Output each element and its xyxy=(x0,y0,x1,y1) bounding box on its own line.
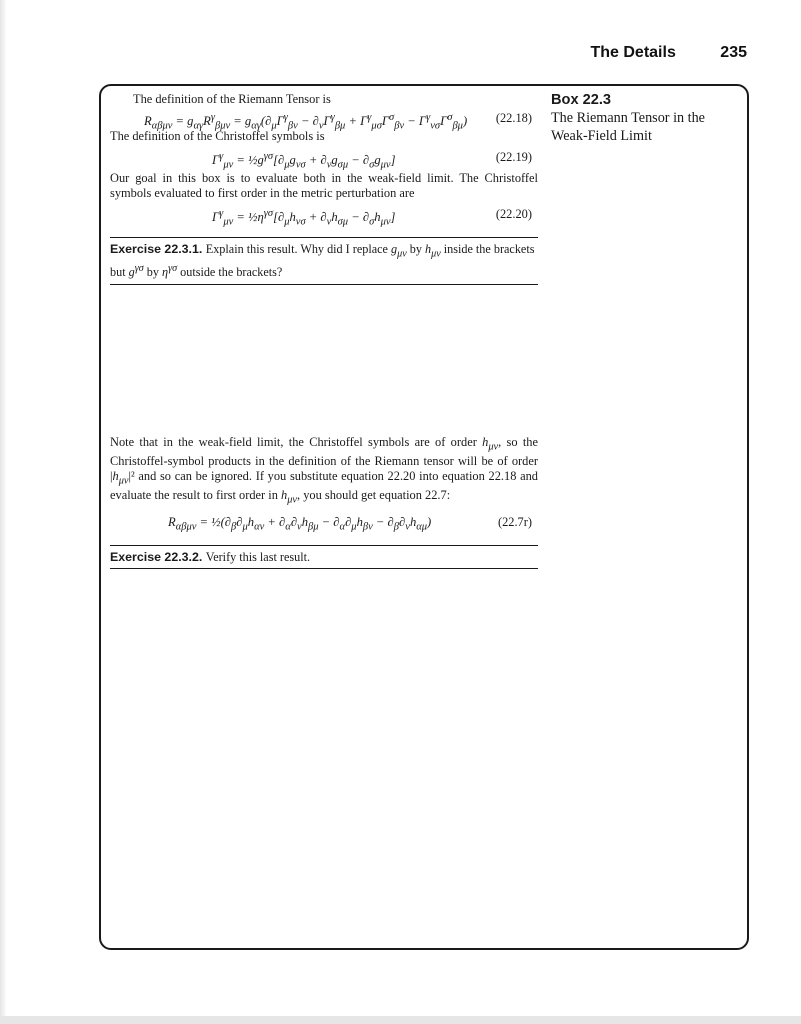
equation-22-19 xyxy=(110,146,538,171)
equation-number: (22.18) xyxy=(495,111,532,125)
page-edge-shadow xyxy=(0,0,6,1024)
equation-number: (22.20) xyxy=(495,207,532,221)
goal-paragraph: Our goal in this box is to evaluate both in the weak-field limit. The Christoffel symbols evaluated to first order in the metric perturbation are xyxy=(110,171,538,200)
box-main-column xyxy=(110,92,538,569)
exercise-text: Verify this last result. xyxy=(205,549,311,564)
box-title: The Riemann Tensor in the Weak-Field Limit xyxy=(551,110,705,144)
equation-number: (22.7r) xyxy=(497,514,532,529)
page-bottom-edge xyxy=(0,1016,801,1024)
box-sidebar xyxy=(551,91,736,145)
running-head-title: The Details xyxy=(590,44,676,61)
weak-field-paragraph: Note that in the weak-field limit, the Christoffel symbols are of order $h_{\mu\nu}$, so the Christoffel-symbol products in the definition of the Riemann tensor will be of order $|h_{\mu\nu}|^2$ and so can be ignored. If you substitute equation 22.20 into equation 22.18 and evaluate the result to first order in $h_{\mu\nu}$, you should get equation 22.7: xyxy=(110,434,538,506)
exercise-label: Exercise 22.3.1. xyxy=(110,242,206,256)
exercise-22-3-1 xyxy=(110,237,538,285)
equation-22-7r xyxy=(110,511,538,533)
exercise-22-3-2 xyxy=(110,545,538,570)
page-number: 235 xyxy=(720,44,747,61)
exercise-label: Exercise 22.3.2. xyxy=(110,549,206,564)
equation-22-20-expression: $\Gamma^\gamma_{\mu\nu}$ = $\frac{1}{2}\eta^{\gamma\sigma}[\partial_\mu h_{\nu\sigma} + \partial_\nu h_{\sigma\mu} - \partial_\sigma h_{\mu\nu}]$ xyxy=(212,208,396,228)
equation-number: (22.19) xyxy=(495,150,532,164)
equation-22-19-expression: $\Gamma^\gamma_{\mu\nu}$ = $\frac{1}{2}g^{\gamma\sigma}[\partial_\mu g_{\nu\sigma} + \partial_\nu g_{\sigma\mu} - \partial_\sigma g_{\mu\nu}]$ xyxy=(212,151,396,171)
equation-22-18-expression: $R_{\alpha\beta\mu\nu} = g_{\alpha\gamma}R^\gamma_{\beta\mu\nu} = g_{\alpha\gamma}(\partial_\mu\Gamma^\gamma_{\beta\nu} - \partial_\nu\Gamma^\gamma_{\beta\mu} + \Gamma^\gamma_{\mu\sigma}\Gamma^\sigma_{\beta\nu} - \Gamma^\gamma_{\nu\sigma}\Gamma^\sigma_{\beta\mu})$ xyxy=(144,112,468,132)
equation-22-20 xyxy=(110,203,538,228)
exercise-answer-space xyxy=(110,285,538,435)
riemann-intro: The definition of the Riemann Tensor is xyxy=(133,92,331,106)
equation-22-7r-expression: $R_{\alpha\beta\mu\nu}$ = $\frac{1}{2}(\partial_\beta\partial_\mu h_{\alpha\nu} + \partial_\alpha\partial_\nu h_{\beta\mu} - \partial_\alpha\partial_\mu h_{\beta\nu} - \partial_\beta\partial_\nu h_{\alpha\mu})$ xyxy=(168,514,432,533)
box-number: Box 22.3 xyxy=(551,92,612,108)
running-head xyxy=(590,44,747,62)
exercise-text: Explain this result. Why did I replace $g_{\mu\nu}$ by $h_{\mu\nu}$ inside the brackets but $g^{\gamma\sigma}$ by $\eta^{\gamma\sigma}$ outside the brackets? xyxy=(110,242,535,279)
equation-22-18 xyxy=(110,107,538,132)
christoffel-intro: The definition of the Christoffel symbols is xyxy=(110,129,325,143)
